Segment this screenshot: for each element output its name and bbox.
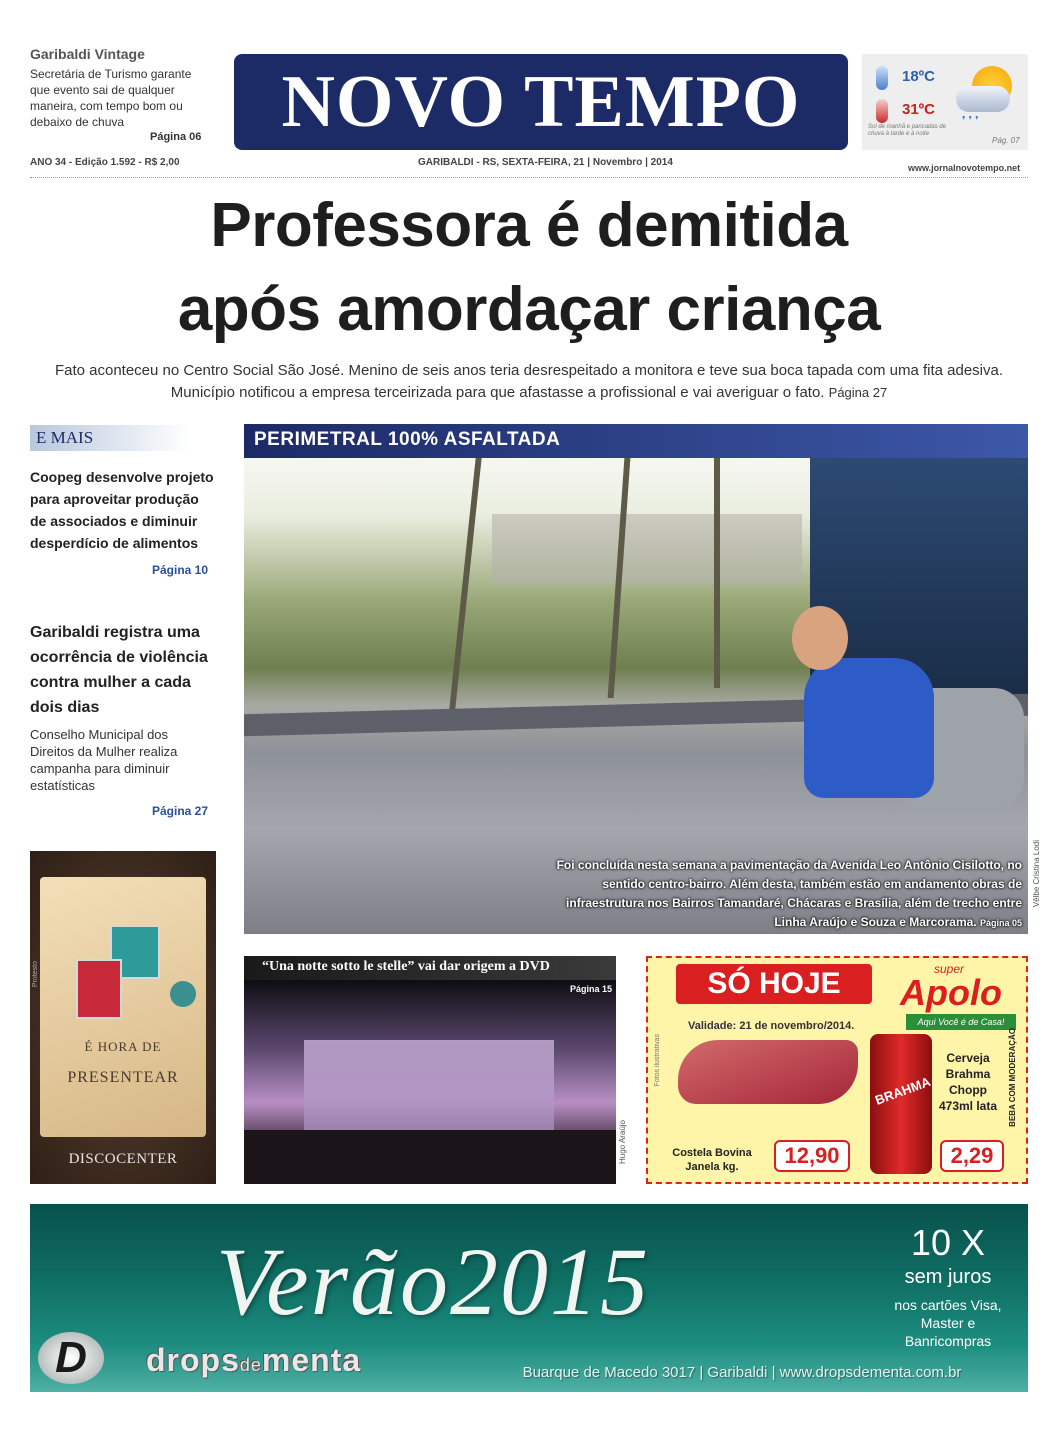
- ad-parchment: [40, 877, 206, 1137]
- photo-credit: Vêlbe Cristina Lodi: [1032, 840, 1041, 908]
- thermometer-cold-icon: [876, 66, 888, 90]
- dateline: GARIBALDI - RS, SEXTA-FEIRA, 21 | Novembro | 2014: [418, 157, 673, 168]
- photo-man-head: [792, 606, 848, 670]
- main-headline[interactable]: [0, 184, 1058, 352]
- ad-drops-headline: Verão2015: [216, 1228, 650, 1335]
- dvd-story-photo[interactable]: [244, 980, 616, 1184]
- min-temperature: 18ºC: [902, 68, 935, 85]
- product-name-ribs: Costela Bovina Janela kg.: [672, 1147, 752, 1173]
- main-photo[interactable]: [244, 458, 1028, 934]
- ad-drops-address[interactable]: Buarque de Macedo 3017 | Garibaldi | www.dropsdementa.com.br: [522, 1364, 962, 1381]
- teaser-page-ref[interactable]: Página 06: [150, 131, 202, 143]
- drops-logo-word-2: menta: [261, 1342, 362, 1378]
- drops-logo-word-de: de: [239, 1355, 262, 1375]
- apolo-photos-note: Fotos ilustrativas: [654, 1034, 661, 1087]
- sidebar-item-coopeg-title[interactable]: Coopeg desenvolve projeto para aproveitar produção de associados e diminuir desperdício de alimentos: [30, 469, 214, 551]
- apolo-logo-super: super: [934, 962, 965, 976]
- teaser-text: Secretária de Turismo garante que evento sai de qualquer maneira, com tempo bom ou debaixo de chuva: [30, 67, 192, 129]
- meat-image: [678, 1040, 858, 1104]
- ad-super-apolo[interactable]: [646, 956, 1028, 1184]
- headline-lede: [40, 360, 1018, 404]
- beer-can-image: [870, 1034, 932, 1174]
- newspaper-title: NOVO TEMPO: [281, 61, 801, 143]
- product-price-beer: 2,29: [940, 1140, 1004, 1172]
- ad-drops-de-menta[interactable]: [30, 1204, 1028, 1392]
- beer-can-label: BRAHMA: [873, 1073, 933, 1108]
- dvd-story-header: [244, 956, 616, 980]
- photo-fence-post: [448, 458, 481, 718]
- product-price-ribs: 12,90: [774, 1140, 850, 1172]
- dvd-story-page-ref[interactable]: Página 15: [570, 984, 613, 994]
- rain-icon: ❜❜❜: [962, 115, 982, 127]
- headline-line-1: Professora é demitida: [210, 191, 848, 260]
- photo-caption: [544, 856, 1022, 933]
- teaser-title[interactable]: Garibaldi Vintage: [30, 46, 145, 62]
- headline-line-2: após amordaçar criança: [177, 275, 881, 344]
- drops-logo-text: [146, 1342, 361, 1379]
- lede-text: Fato aconteceu no Centro Social São José. Menino de seis anos teria desrespeitado a monitora e teve sua boca tapada com uma fita adesiva. Município notificou a empresa terceirizada para que afastasse a profissional e vai averiguar o fato.: [54, 362, 1004, 401]
- dvd-photo-stage: [244, 1130, 616, 1184]
- drops-logo-word-1: drops: [146, 1342, 240, 1378]
- lede-page-ref[interactable]: Página 27: [828, 385, 888, 400]
- apolo-validity: Validade: 21 de novembro/2014.: [688, 1020, 855, 1032]
- thermometer-hot-icon: [876, 99, 888, 123]
- dvd-photo-building: [304, 1040, 554, 1140]
- sidebar-header: [30, 425, 190, 451]
- drops-logo-icon: D: [38, 1332, 104, 1384]
- weather-box: [862, 54, 1028, 150]
- dvd-story-title[interactable]: “Una notte sotto le stelle” vai dar origem a DVD: [262, 959, 550, 974]
- gift-box-icon: [76, 959, 122, 1019]
- ad-drops-cards: nos cartões Visa, Master e Banricompras: [894, 1297, 1002, 1349]
- product-name-beer: Cerveja Brahma Chopp 473ml lata: [938, 1051, 998, 1113]
- weather-note: Sol de manhã e pancadas de chuva à tarde e à noite: [868, 124, 947, 137]
- photo-man-torso: [804, 658, 934, 798]
- divider: [30, 177, 1028, 178]
- photo-caption-text: Foi concluída nesta semana a pavimentação da Avenida Leo Antônio Cisilotto, no sentido centro-bairro. Além desta, também estão em andamento obras de infraestrutura nos Bairros Tamandaré, Chácaras e Brasília, além de trecho entre Linha Araújo e Souza e Marcorama.: [556, 858, 1022, 929]
- ad-disco-credit: Protesto: [32, 961, 39, 988]
- ad-drops-installments: 10 X: [910, 1222, 986, 1263]
- max-temperature: 31ºC: [902, 101, 935, 118]
- photo-fence-post: [714, 458, 720, 688]
- edition-info: ANO 34 - Edição 1.592 - R$ 2,00: [30, 157, 180, 168]
- apolo-logo: Apolo: [900, 972, 1002, 1013]
- discocenter-logo: DISCOCENTER: [68, 1151, 178, 1167]
- ad-discocenter[interactable]: [30, 851, 216, 1184]
- sidebar-item-violence-text: Conselho Municipal dos Direitos da Mulher realiza campanha para diminuir estatísticas: [30, 727, 178, 793]
- ad-disco-line-2: PRESENTEAR: [67, 1069, 179, 1086]
- christmas-ornament-icon: [170, 981, 196, 1007]
- ad-apolo-banner: SÓ HOJE: [676, 964, 872, 1004]
- sidebar-item-coopeg-page[interactable]: Página 10: [152, 563, 209, 577]
- sidebar-item-violence-page[interactable]: Página 27: [152, 804, 209, 818]
- dvd-photo-credit: Hugo Araújo: [618, 1120, 627, 1165]
- sidebar-item-violence-title[interactable]: Garibaldi registra uma ocorrência de violência contra mulher a cada dois dias: [30, 624, 208, 716]
- sidebar-label: E MAIS: [36, 428, 94, 447]
- photo-caption-page-ref[interactable]: Página 05: [979, 918, 1022, 928]
- masthead: [234, 54, 848, 150]
- photo-section-bar: [244, 424, 1028, 458]
- photo-section-label: PERIMETRAL 100% ASFALTADA: [254, 429, 561, 450]
- ad-disco-line-1: É HORA DE: [84, 1039, 162, 1054]
- website-link[interactable]: www.jornalnovotempo.net: [908, 163, 1021, 173]
- weather-page-ref[interactable]: Pág. 07: [992, 136, 1020, 145]
- ad-drops-no-interest: sem juros: [904, 1266, 992, 1288]
- photo-building: [492, 514, 802, 584]
- drink-responsibly-note: BEBA COM MODERAÇÃO: [1008, 1028, 1017, 1127]
- cloud-icon: [956, 86, 1010, 112]
- apolo-tagline: Aqui Você é de Casa!: [906, 1014, 1016, 1030]
